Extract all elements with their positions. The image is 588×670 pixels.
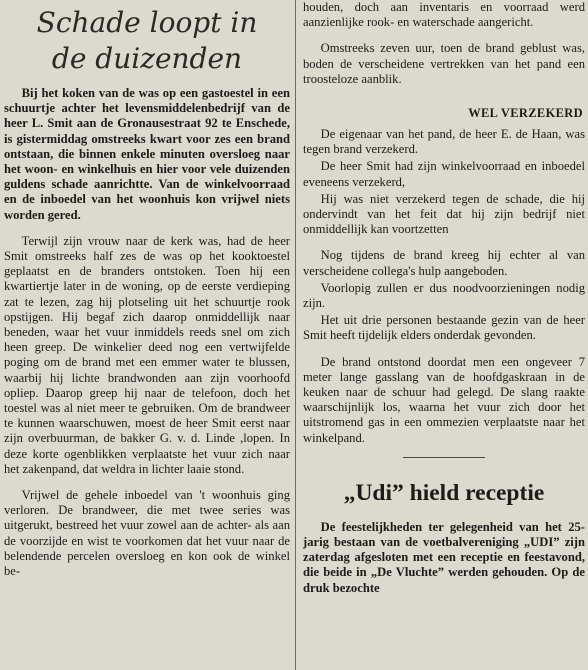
article-paragraph: Vrijwel de gehele inboedel van 't woonhuis ging verloren. De brandweer, die met twee series was uitgerukt, bestreed het vuur zowel aan de achter- als aan de voorzijde en wist te voorkomen dat het vuur naar de belendende percelen oversloeg en kon ook de winkel be- bbox=[4, 488, 290, 579]
article-separator bbox=[403, 457, 485, 458]
headline-line-2: de duizenden bbox=[51, 42, 243, 75]
article-paragraph: Voorlopig zullen er dus noodvoorzieningen nodig zijn. bbox=[303, 280, 585, 311]
article-paragraph: Terwijl zijn vrouw naar de kerk was, had de heer Smit omstreeks half zes de was op het kooktoestel geplaatst en de branders ontstoken. Toen hij een kwartiertje later in de woning, op de eerste verdieping zat te lezen, zag hij plotseling uit het schuurtje rook opstijgen. Hij begaf zich daarop onmiddellijk naar beneden, waar het vuur inmiddels reeds snel om zich heen greep. De winkelier deed nog een vertwijfelde poging om de brand met een emmer water te blussen, waarbij hij lichte brandwonden aan zijn voorhoofd opliep. Daarop greep hij naar de telefoon, doch het toestel was al niet meer te gebruiken. Om de brandweer te kunnen waarschuwen, moest de heer Smit eerst naar zijn overbuurman, de bakker G. v. d. Linde ,lopen. In deze korte ogenblikken verplaatste het vuur zich naar het zakenpand, dat weldra in lichter laaie stond. bbox=[4, 233, 290, 476]
column-divider bbox=[295, 0, 296, 670]
article-paragraph: Nog tijdens de brand kreeg hij echter al van verscheidene collega's hulp aangeboden. bbox=[303, 248, 585, 278]
article-paragraph: De heer Smit had zijn winkelvoorraad en inboedel eveneens verzekerd, bbox=[303, 159, 585, 189]
article-lead: Bij het koken van de was op een gastoestel in een schuurtje achter het levensmiddelenbedrijf van de heer L. Smit aan de Gronausestraat 92 te Enschede, is gistermiddag omstreeks kwart voor zes een brand ontstaan, die binnen enkele minuten oversloeg naar het woon- en winkelhuis en hier voor vele duizenden guldens schade aanrichtte. Van de winkelvoorraad en de inboedel van het woonhuis kon vrijwel niets worden gered. bbox=[4, 86, 290, 222]
left-column bbox=[4, 0, 290, 579]
article-paragraph: De brand ontstond doordat men een ongeveer 7 meter lange gasslang van de hoofdgaskraan in de keuken naar de schuur had gelegd. De slang raakte waarschijnlijk los, waarna het vuur zich door het uitstromend gas in een ommezien verplaatste naar het winkelpand. bbox=[303, 354, 585, 445]
second-article-headline: „Udi” hield receptie bbox=[343, 479, 545, 506]
article-paragraph: Hij was niet verzekerd tegen de schade, die hij ondervindt van het feit dat hij zijn bedrijf niet onmiddellijk kan voortzetten bbox=[303, 191, 585, 237]
article-paragraph: De eigenaar van het pand, de heer E. de Haan, was tegen brand verzekerd. bbox=[303, 127, 585, 157]
section-subheading: WEL VERZEKERD bbox=[468, 106, 583, 121]
article-paragraph: Omstreeks zeven uur, toen de brand geblust was, boden de verscheidene vertrekken van het pand een troosteloze aanblik. bbox=[303, 41, 585, 86]
right-column bbox=[303, 0, 585, 596]
article-paragraph: Het uit drie personen bestaande gezin van de heer Smit heeft tijdelijk elders onderdak gevonden. bbox=[303, 313, 585, 343]
headline-line-1: Schade loopt in bbox=[36, 6, 258, 39]
article-headline bbox=[4, 5, 290, 77]
second-article-lead: De feestelijkheden ter gelegenheid van het 25-jarig bestaan van de voetbalvereniging „UDI” zijn zaterdag afgesloten met een receptie en feestavond, die beide in „De Vluchte” werden gehouden. Op de druk bezochte bbox=[303, 519, 585, 595]
article-paragraph-continued: houden, doch aan inventaris en voorraad werd aanzienlijke rook- en waterschade aangericht. bbox=[303, 0, 585, 30]
